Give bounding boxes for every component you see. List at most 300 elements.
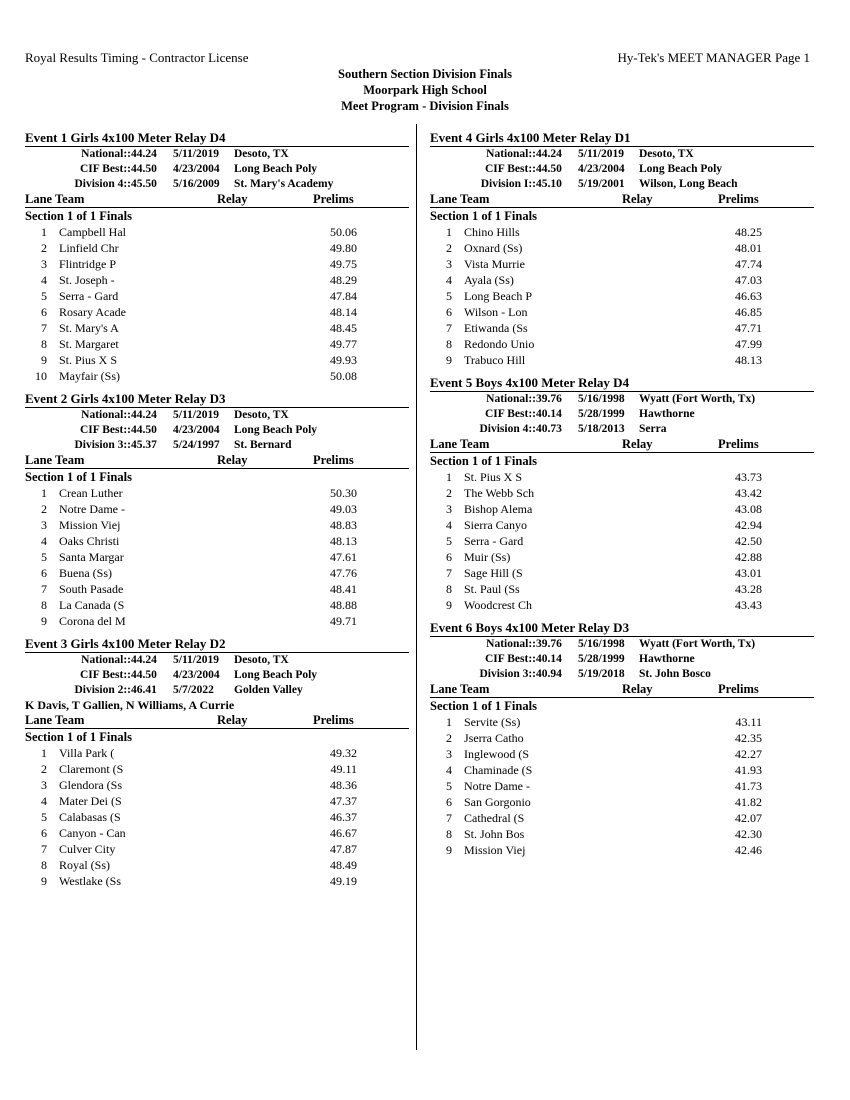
entry-row [25,613,409,629]
record-holder: Long Beach Poly [234,424,318,436]
lane-number: 3 [446,502,452,516]
team-name: Rosary Acade [59,305,126,319]
lane-number: 5 [446,779,452,793]
entry-row [25,841,409,857]
record-time: 44.24 [131,409,157,421]
prelim-time: 49.19 [330,874,357,888]
team-name: The Webb Sch [464,486,535,500]
entry-row [25,873,409,889]
entry-row [25,224,409,240]
entry-row [430,826,814,842]
entry-row [25,549,409,565]
lane-number: 2 [446,486,452,500]
lane-number: 6 [41,566,47,580]
entry-row [25,304,409,320]
lane-number: 8 [41,598,47,612]
entry-row [25,777,409,793]
team-name: Long Beach P [464,289,532,303]
entry-row [25,368,409,384]
relay-header: Relay [622,437,653,451]
record-label: Division 3:: [74,439,131,451]
team-name: Ayala (Ss) [464,273,514,287]
record-holder: St. Bernard [234,439,292,451]
record-date: 5/18/2013 [578,423,625,435]
meet-title-block [0,66,850,114]
entry-row [430,730,814,746]
lane-number: 9 [446,843,452,857]
entry-row [25,240,409,256]
team-name: St. John Bos [464,827,525,841]
record-time: 44.50 [536,163,562,175]
entry-row [25,485,409,501]
team-name: Royal (Ss) [59,858,110,872]
entry-row [25,809,409,825]
lane-number: 3 [41,518,47,532]
record-date: 4/23/2004 [578,163,625,175]
record-holder: Desoto, TX [234,654,289,666]
meet-title-line: Southern Section Division Finals [338,67,512,81]
entry-row [430,746,814,762]
entry-row [430,533,814,549]
team-name: Mayfair (Ss) [59,369,120,383]
entry-row [25,793,409,809]
column-header-row [25,713,409,729]
team-name: Muir (Ss) [464,550,511,564]
team-name: Mission Viej [59,518,121,532]
team-name: Linfield Chr [59,241,119,255]
prelim-time: 48.41 [330,582,357,596]
record-time: 40.14 [536,653,562,665]
lane-number: 6 [446,795,452,809]
team-name: Claremont (S [59,762,124,776]
lane-number: 2 [41,502,47,516]
entry-row [25,825,409,841]
record-row [430,147,814,162]
lane-team-header: Lane Team [430,682,490,696]
prelim-time: 42.27 [735,747,762,761]
record-date: 5/28/1999 [578,653,625,665]
prelim-time: 42.35 [735,731,762,745]
entry-row [25,517,409,533]
software-page-header: Hy-Tek's MEET MANAGER Page 1 [617,50,810,65]
team-name: Culver City [59,842,116,856]
lane-number: 1 [41,225,47,239]
entry-row [430,778,814,794]
prelim-time: 48.13 [735,353,762,367]
team-name: Bishop Alema [464,502,533,516]
entry-row [430,304,814,320]
meet-venue-line: Moorpark High School [363,83,487,97]
lane-number: 7 [41,582,47,596]
record-row [25,423,409,438]
entry-row [25,320,409,336]
section-header: Section 1 of 1 Finals [430,454,537,468]
team-name: Redondo Unio [464,337,535,351]
section-header: Section 1 of 1 Finals [25,730,132,744]
lane-number: 9 [41,874,47,888]
lane-number: 6 [446,550,452,564]
entry-row [25,745,409,761]
record-label: CIF Best:: [80,424,131,436]
entry-row [25,336,409,352]
entry-row [25,352,409,368]
lane-number: 2 [41,241,47,255]
record-row [25,147,409,162]
team-name: Mission Viej [464,843,526,857]
record-holder: Long Beach Poly [234,163,318,175]
record-row [25,162,409,177]
record-date: 5/11/2019 [173,148,220,160]
entry-row [430,581,814,597]
lane-number: 7 [446,811,452,825]
relay-header: Relay [217,453,248,467]
lane-number: 8 [446,582,452,596]
prelim-time: 46.85 [735,305,762,319]
entry-row [25,272,409,288]
team-name: Jserra Catho [464,731,524,745]
team-name: Corona del M [59,614,126,628]
lane-number: 1 [446,225,452,239]
lane-number: 2 [446,241,452,255]
record-row [430,637,814,652]
relay-header: Relay [622,192,653,206]
record-date: 5/11/2019 [578,148,625,160]
event-title: Event 4 Girls 4x100 Meter Relay D1 [430,130,814,147]
record-holder: Serra [639,423,667,435]
record-row [430,652,814,667]
record-date: 4/23/2004 [173,424,220,436]
record-time: 44.24 [131,654,157,666]
lane-number: 6 [41,305,47,319]
lane-number: 3 [446,747,452,761]
lane-number: 4 [41,534,47,548]
section-header: Section 1 of 1 Finals [430,699,537,713]
prelim-time: 43.42 [735,486,762,500]
lane-number: 3 [41,257,47,271]
record-holder: Desoto, TX [234,409,289,421]
lane-number: 7 [41,842,47,856]
record-time: 40.14 [536,408,562,420]
lane-number: 7 [446,321,452,335]
record-date: 5/16/1998 [578,393,625,405]
lane-team-header: Lane Team [430,437,490,451]
record-row [430,407,814,422]
record-row [430,177,814,192]
team-name: Wilson - Lon [464,305,528,319]
prelim-time: 41.82 [735,795,762,809]
prelim-time: 50.08 [330,369,357,383]
team-name: Cathedral (S [464,811,525,825]
record-time: 44.24 [131,148,157,160]
team-name: Notre Dame - [464,779,530,793]
team-name: Westlake (Ss [59,874,122,888]
record-label: National:: [81,148,131,160]
column-header-row [25,192,409,208]
entry-row [25,501,409,517]
record-time: 39.76 [536,638,562,650]
lane-number: 5 [41,289,47,303]
lane-number: 1 [41,486,47,500]
prelim-time: 43.28 [735,582,762,596]
event-title: Event 2 Girls 4x100 Meter Relay D3 [25,391,409,408]
prelims-header: Prelims [313,192,354,206]
record-time: 45.50 [131,178,157,190]
prelim-time: 50.06 [330,225,357,239]
record-row [25,668,409,683]
team-name: Woodcrest Ch [464,598,533,612]
prelim-time: 42.94 [735,518,762,532]
prelims-header: Prelims [718,682,759,696]
record-holder: St. Mary's Academy [234,178,334,190]
prelim-time: 47.37 [330,794,357,808]
lane-number: 1 [41,746,47,760]
record-holder: Wilson, Long Beach [639,178,738,190]
prelim-time: 43.43 [735,598,762,612]
lane-number: 2 [41,762,47,776]
entry-row [430,256,814,272]
lane-number: 8 [446,337,452,351]
prelim-time: 49.77 [330,337,357,351]
entry-row [25,533,409,549]
record-date: 5/16/1998 [578,638,625,650]
prelim-time: 48.49 [330,858,357,872]
record-row [25,408,409,423]
prelim-time: 49.71 [330,614,357,628]
team-name: Calabasas (S [59,810,121,824]
event-title: Event 5 Boys 4x100 Meter Relay D4 [430,375,814,392]
prelim-time: 42.30 [735,827,762,841]
prelim-time: 48.88 [330,598,357,612]
relay-record-names: K Davis, T Gallien, N Williams, A Currie [25,698,235,712]
record-label: Division 3:: [479,668,536,680]
record-date: 5/7/2022 [173,684,214,696]
team-name: St. Paul (Ss [464,582,520,596]
record-time: 46.41 [131,684,157,696]
team-name: St. Pius X S [464,470,523,484]
record-date: 5/24/1997 [173,439,220,451]
prelim-time: 48.13 [330,534,357,548]
event-title: Event 3 Girls 4x100 Meter Relay D2 [25,636,409,653]
prelim-time: 49.11 [330,762,357,776]
record-label: CIF Best:: [485,163,536,175]
team-name: St. Joseph - [59,273,115,287]
entry-row [430,288,814,304]
lane-number: 4 [446,518,452,532]
prelim-time: 43.08 [735,502,762,516]
record-label: Division 2:: [74,684,131,696]
entry-row [25,857,409,873]
record-time: 44.50 [131,163,157,175]
team-name: La Canada (S [59,598,125,612]
lane-team-header: Lane Team [25,713,85,727]
record-date: 4/23/2004 [173,669,220,681]
team-name: Vista Murrie [464,257,525,271]
relay-header: Relay [217,713,248,727]
lane-number: 5 [41,810,47,824]
record-holder: St. John Bosco [639,668,711,680]
record-label: CIF Best:: [485,408,536,420]
column-header-row [430,192,814,208]
lane-number: 3 [446,257,452,271]
team-name: Sierra Canyo [464,518,527,532]
entry-row [430,714,814,730]
column-header-row [25,453,409,469]
team-name: Etiwanda (Ss [464,321,528,335]
record-row [25,438,409,453]
lane-number: 5 [446,289,452,303]
lane-team-header: Lane Team [430,192,490,206]
record-label: National:: [486,638,536,650]
lane-number: 9 [446,598,452,612]
lane-number: 9 [446,353,452,367]
record-row [25,683,409,698]
prelim-time: 47.03 [735,273,762,287]
prelim-time: 49.93 [330,353,357,367]
entry-row [430,240,814,256]
team-name: Mater Dei (S [59,794,122,808]
prelim-time: 49.80 [330,241,357,255]
record-row [25,177,409,192]
prelim-time: 47.61 [330,550,357,564]
prelim-time: 48.83 [330,518,357,532]
team-name: Oaks Christi [59,534,120,548]
prelims-header: Prelims [313,453,354,467]
lane-team-header: Lane Team [25,192,85,206]
team-name: Canyon - Can [59,826,126,840]
record-date: 5/19/2018 [578,668,625,680]
prelim-time: 48.14 [330,305,357,319]
lane-number: 7 [41,321,47,335]
record-label: National:: [81,654,131,666]
lane-team-header: Lane Team [25,453,85,467]
lane-number: 9 [41,353,47,367]
entry-row [430,762,814,778]
team-name: St. Margaret [59,337,119,351]
entry-row [430,485,814,501]
meet-program-line: Meet Program - Division Finals [341,99,509,113]
prelim-time: 43.11 [735,715,762,729]
team-name: Notre Dame - [59,502,125,516]
record-date: 5/19/2001 [578,178,625,190]
entry-row [430,565,814,581]
entry-row [430,549,814,565]
lane-number: 1 [446,470,452,484]
prelim-time: 49.32 [330,746,357,760]
team-name: South Pasade [59,582,124,596]
prelim-time: 46.37 [330,810,357,824]
prelim-time: 48.01 [735,241,762,255]
prelim-time: 42.88 [735,550,762,564]
entry-row [25,761,409,777]
lane-number: 2 [446,731,452,745]
prelim-time: 46.63 [735,289,762,303]
lane-number: 4 [41,273,47,287]
team-name: Sage Hill (S [464,566,523,580]
record-date: 5/16/2009 [173,178,220,190]
event-block [25,391,409,629]
right-column [430,130,814,865]
entry-row [25,288,409,304]
lane-number: 9 [41,614,47,628]
team-name: St. Pius X S [59,353,118,367]
section-header: Section 1 of 1 Finals [25,209,132,223]
prelims-header: Prelims [718,192,759,206]
entry-row [430,597,814,613]
record-time: 40.94 [536,668,562,680]
prelim-time: 47.74 [735,257,762,271]
record-date: 5/28/1999 [578,408,625,420]
entry-row [430,336,814,352]
record-time: 40.73 [536,423,562,435]
lane-number: 10 [35,369,47,383]
team-name: Buena (Ss) [59,566,112,580]
entry-row [430,469,814,485]
record-date: 5/11/2019 [173,409,220,421]
team-name: Campbell Hal [59,225,126,239]
prelim-time: 42.50 [735,534,762,548]
record-holder: Desoto, TX [234,148,289,160]
record-time: 44.50 [131,669,157,681]
event-title: Event 1 Girls 4x100 Meter Relay D4 [25,130,409,147]
team-name: Oxnard (Ss) [464,241,523,255]
record-time: 45.37 [131,439,157,451]
entry-row [25,565,409,581]
team-name: St. Mary's A [59,321,119,335]
event-block [430,130,814,368]
record-label: CIF Best:: [485,653,536,665]
relay-header: Relay [622,682,653,696]
lane-number: 8 [41,337,47,351]
entry-row [430,842,814,858]
left-column [25,130,409,896]
lane-number: 5 [41,550,47,564]
record-label: National:: [81,409,131,421]
record-row [430,667,814,682]
prelim-time: 43.01 [735,566,762,580]
lane-number: 4 [41,794,47,808]
column-divider [416,124,417,1050]
record-time: 45.10 [536,178,562,190]
relay-header: Relay [217,192,248,206]
record-holder: Hawthorne [639,408,695,420]
entry-row [430,501,814,517]
record-date: 4/23/2004 [173,163,220,175]
lane-number: 3 [41,778,47,792]
event-block [25,130,409,384]
team-name: Trabuco Hill [464,353,526,367]
prelim-time: 47.87 [330,842,357,856]
team-name: Servite (Ss) [464,715,521,729]
team-name: Crean Luther [59,486,123,500]
event-block [25,636,409,889]
team-name: Serra - Gard [59,289,119,303]
lane-number: 4 [446,763,452,777]
record-time: 44.24 [536,148,562,160]
record-label: National:: [486,148,536,160]
record-label: Division 4:: [74,178,131,190]
entry-row [430,810,814,826]
entry-row [25,581,409,597]
event-block [430,620,814,858]
prelim-time: 43.73 [735,470,762,484]
entry-row [430,517,814,533]
prelim-time: 42.46 [735,843,762,857]
record-date: 5/11/2019 [173,654,220,666]
lane-number: 4 [446,273,452,287]
lane-number: 6 [446,305,452,319]
record-holder: Long Beach Poly [639,163,723,175]
record-time: 39.76 [536,393,562,405]
